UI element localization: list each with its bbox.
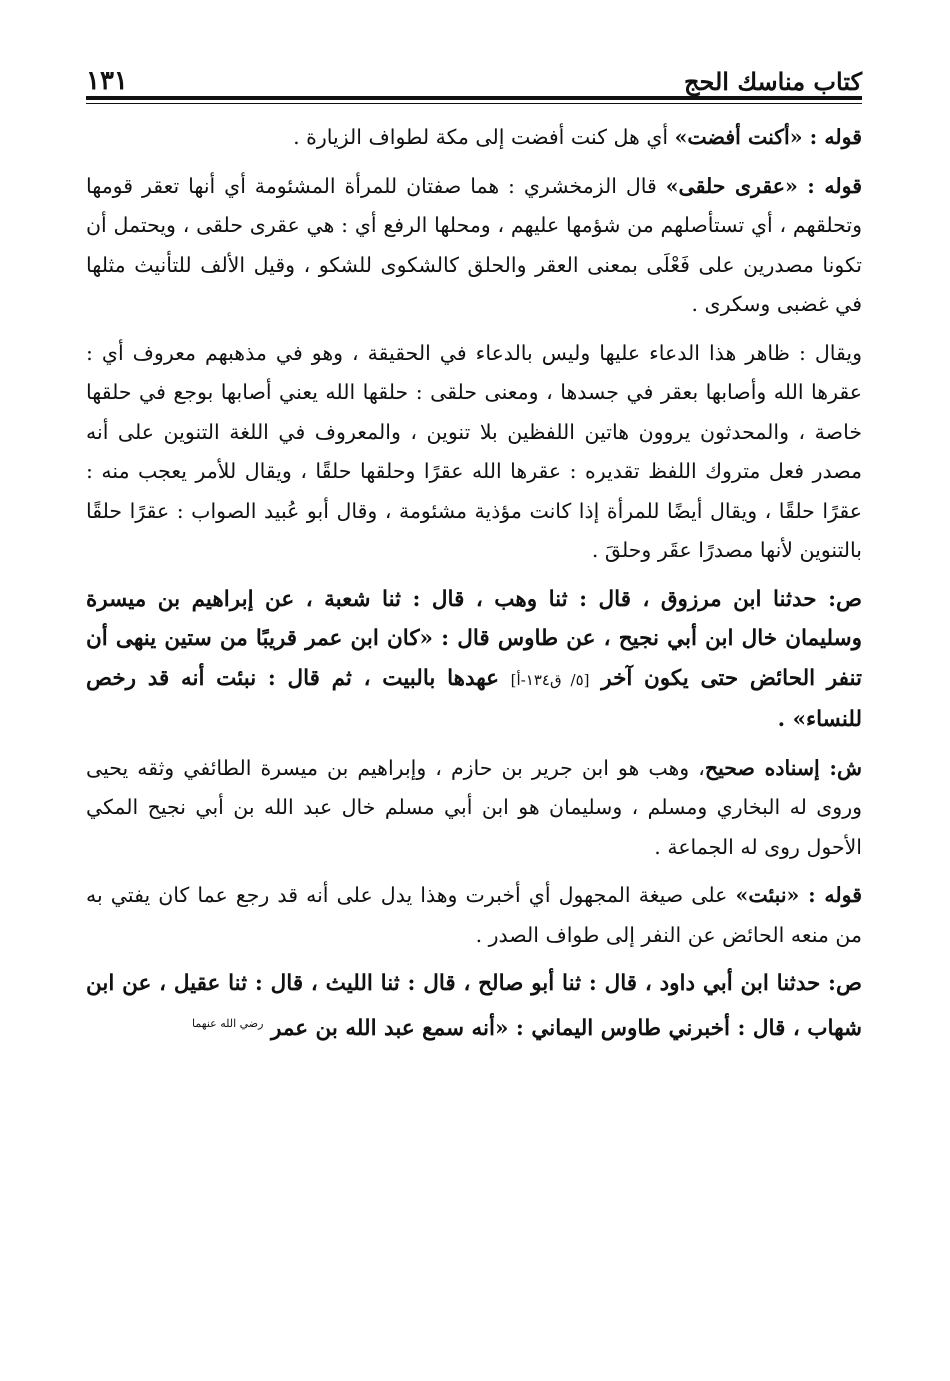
- page-number: ١٣١: [86, 66, 128, 96]
- paragraph-1-text: أي هل كنت أفضت إلى مكة لطواف الزيارة .: [293, 125, 675, 149]
- hadith-1-text-a: ص: حدثنا ابن مرزوق ، قال : ثنا وهب ، قال : ثنا شعبة ، عن إبراهيم بن ميسرة وسليمان خال ابن أبي نجيح ، عن طاوس قال : «كان ابن عمر قريبًا من ستين ينهى أن تنفر الحائض حتى يكون آخر: [86, 586, 863, 691]
- page-body: [86, 118, 862, 1057]
- hadith-1: [86, 580, 862, 740]
- honorific-glyph: رضي الله عنهما: [192, 1016, 264, 1030]
- paragraph-3-text: ويقال : ظاهر هذا الدعاء عليها وليس بالدعاء في الحقيقة ، وهو في مذهبهم معروف أي : عقرها الله وأصابها بعقر في جسدها ، ومعنى حلقى : حلقها الله يعني أصابها بوجع في حلقها خاصة ، والمحدثون يروون هاتين اللفظين بلا تنوين ، والمعروف في اللغة التنوين على أنه مصدر فعل متروك اللفظ تقديره : عقرها الله عقرًا وحلقها حلقًا ، ويقال للأمر يعجب منه : عقرًا حلقًا ، ويقال أيضًا للمرأة إذا كانت مؤذية مشئومة ، وقال أبو عُبيد الصواب : عقرًا حلقًا بالتنوين لأنها مصدرًا عقَر وحلقَ .: [86, 340, 862, 562]
- header-rule-thin: [86, 103, 862, 104]
- paragraph-2: [86, 167, 862, 325]
- paragraph-5-text: ، وهب هو ابن جرير بن حازم ، وإبراهيم بن ميسرة الطائفي وثقه يحيى وروى له البخاري ومسلم ، وسليمان هو ابن أبي مسلم خال عبد الله بن أبي نجيح المكي الأحول روى له الجماعة .: [86, 755, 862, 859]
- paragraph-6: [86, 876, 862, 955]
- paragraph-5-lead: ش: إسناده صحيح: [704, 755, 862, 780]
- paragraph-5: [86, 749, 862, 868]
- paragraph-6-lead: قوله : «نبئت»: [735, 883, 862, 907]
- hadith-1-text-b: عهدها بالبيت ، ثم قال : نبئت أنه قد رخص للنساء» .: [86, 665, 862, 732]
- book-title: كتاب مناسك الحج: [684, 67, 862, 96]
- paragraph-2-lead: قوله : «عقرى حلقى»: [665, 173, 863, 198]
- paragraph-6-text: على صيغة المجهول أي أخبرت وهذا يدل على أنه قد رجع عما كان يفتي به من منعه الحائض عن النفر إلى طواف الصدر .: [86, 883, 862, 947]
- header-rule-thick: [86, 96, 862, 100]
- paragraph-3: [86, 334, 862, 571]
- manuscript-reference: [٥/ ق١٣٤-أ]: [510, 670, 590, 689]
- paragraph-1: [86, 118, 862, 158]
- paragraph-2-text: قال الزمخشري : هما صفتان للمرأة المشئومة أي أنها تعقر قومها وتحلقهم ، أي تستأصلهم من شؤمها عليهم ، ومحلها الرفع أي : هي عقرى حلقى ، ويحتمل أن تكونا مصدرين على فَعْلَى بمعنى العقر والحلق كالشكوى للشكو ، وقيل الألف للتأنيث مثلها في غضبى وسكرى .: [86, 173, 862, 316]
- hadith-2-text: ص: حدثنا ابن أبي داود ، قال : ثنا أبو صالح ، قال : ثنا الليث ، قال : ثنا عقيل ، عن ابن شهاب ، قال : أخبرني طاوس اليماني : «أنه سمع عبد الله بن عمر: [86, 971, 862, 1041]
- running-header: [86, 52, 862, 96]
- hadith-2: [86, 964, 862, 1048]
- paragraph-1-lead: قوله : «أكنت أفضت»: [674, 125, 862, 149]
